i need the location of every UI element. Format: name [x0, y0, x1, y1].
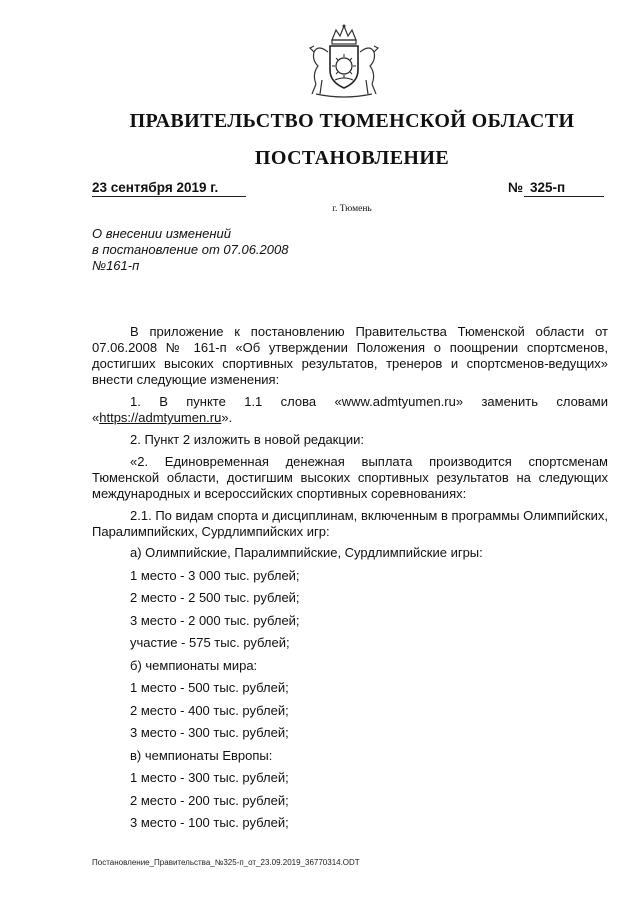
subject-line: №161-п	[92, 258, 140, 273]
list-item: 2 место - 2 500 тыс. рублей;	[130, 590, 300, 605]
admtyumen-link[interactable]: https://admtyumen.ru	[99, 410, 222, 425]
item-1-suffix: ».	[221, 410, 233, 425]
document-date: 23 сентября 2019 г.	[92, 180, 246, 197]
organization-title: ПРАВИТЕЛЬСТВО ТЮМЕНСКОЙ ОБЛАСТИ	[129, 110, 575, 132]
award-list	[92, 542, 608, 835]
city: г. Тюмень	[332, 204, 372, 214]
list-item: б) чемпионаты мира:	[130, 657, 258, 673]
list-item: 1 место - 500 тыс. рублей;	[130, 680, 289, 695]
subject-line: в постановление от 07.06.2008	[92, 242, 289, 257]
item-1-text: 1. В пункте 1.1 слова «www.admtyumen.ru» заменить словами «	[92, 394, 608, 425]
list-item: 2 место - 400 тыс. рублей;	[130, 702, 289, 718]
item-2-paragraph: 2. Пункт 2 изложить в новой редакции:	[130, 432, 364, 447]
coat-of-arms-icon	[302, 22, 386, 102]
list-item: 1 место - 3 000 тыс. рублей;	[130, 567, 300, 583]
list-item: 3 место - 300 тыс. рублей;	[130, 725, 289, 740]
list-item: 3 место - 2 000 тыс. рублей;	[130, 612, 300, 628]
document-type: ПОСТАНОВЛЕНИЕ	[254, 147, 450, 169]
item-1-paragraph	[92, 394, 608, 426]
document-number: 325-п	[524, 180, 604, 197]
document-subject	[92, 226, 352, 274]
footer-filename: Постановление_Правительства_№325-п_от_23.09.2019_36770314.ODT	[92, 858, 360, 867]
document-body	[92, 324, 608, 835]
item-2-1-paragraph: 2.1. По видам спорта и дисциплинам, включенным в программы Олимпийских, Паралимпийских, Сурдлимпийских игр:	[92, 508, 608, 539]
intro-paragraph: В приложение к постановлению Правительства Тюменской области от 07.06.2008 № 161-п «Об утверждении Положения о поощрении спортсменов, достигших высоких спортивных результатов, тренеров и спортсменов-ведущих» внести следующие изменения:	[92, 324, 608, 387]
item-2-text-paragraph: «2. Единовременная денежная выплата производится спортсменам Тюменской области, достигшим высоких спортивных результатов на следующих международных и всероссийских спортивных соревнованиях:	[92, 454, 608, 501]
list-item: 3 место - 100 тыс. рублей;	[130, 815, 289, 830]
list-item: в) чемпионаты Европы:	[130, 747, 273, 763]
list-item: 2 место - 200 тыс. рублей;	[130, 792, 289, 808]
list-item: 1 место - 300 тыс. рублей;	[130, 770, 289, 785]
list-item: участие - 575 тыс. рублей;	[130, 635, 290, 650]
number-label: №	[508, 180, 524, 195]
list-item: а) Олимпийские, Паралимпийские, Сурдлимпийские игры:	[130, 545, 483, 560]
subject-line: О внесении изменений	[92, 226, 231, 241]
